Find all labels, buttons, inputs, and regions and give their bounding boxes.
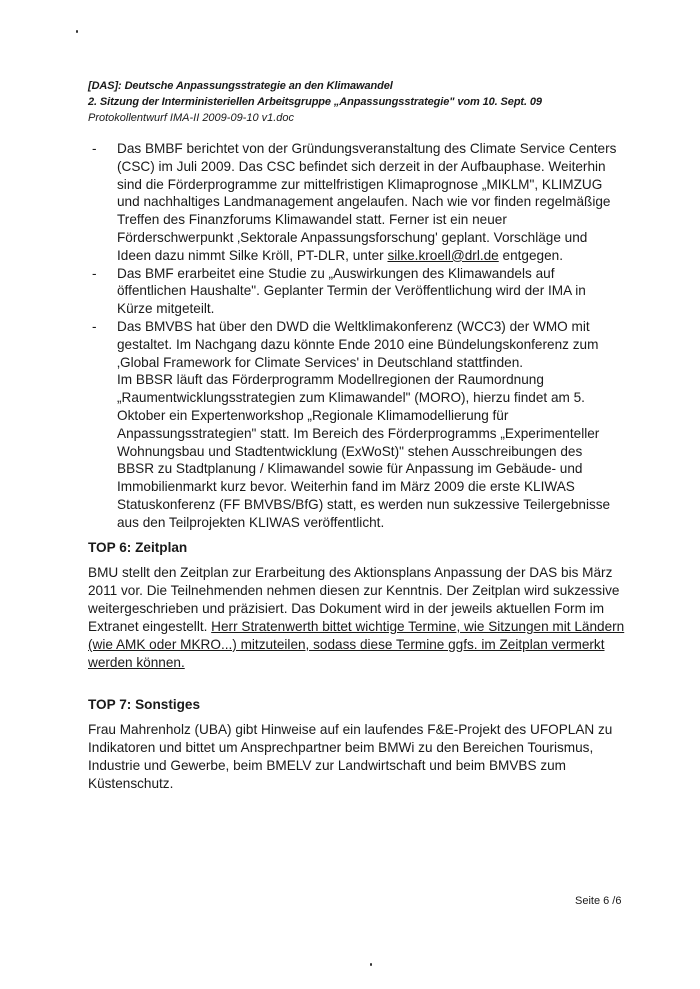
list-item [92, 318, 622, 532]
list-item [92, 265, 622, 318]
scan-speck [370, 963, 372, 966]
bullet-text-continued: Im BBSR läuft das Förderprogramm Modellregionen der Raumordnung „Raumentwicklungsstrategien zum Klimawandel" (MORO), hierzu findet am 5. Oktober ein Expertenworkshop „Regionale Klimamodellierung für Anpassungsstrategien" statt. Im Bereich des Förderprogramms „Experimenteller Wohnungsbau und Stadtentwicklung (ExWoSt)" stehen Ausschreibungen des BBSR zu Stadtplanung / Klimawandel sowie für Anpassung im Gebäude- und Immobilienmarkt kurz bevor. Weiterhin fand im März 2009 die erste KLIWAS Statuskonferenz (FF BMVBS/BfG) statt, es werden nun sukzessive Teilergebnisse aus den Teilprojekten KLIWAS veröffentlicht. [117, 372, 611, 530]
top6-paragraph [88, 564, 633, 672]
bullet-text-part: entgegen. [498, 247, 564, 263]
bullet-dash: - [92, 141, 97, 156]
page-number: Seite 6 /6 [575, 895, 622, 907]
bullet-text: Das BMVBS hat über den DWD die Weltklimakonferenz (WCC3) der WMO mit gestaltet. Im Nachgang dazu könnte Ende 2010 eine Bündelungskonferenz zum ‚Global Framework for Climate Services' in Deutschland stattfinden. [117, 318, 599, 370]
top6-heading: TOP 6: Zeitplan [88, 540, 188, 555]
top7-paragraph: Frau Mahrenholz (UBA) gibt Hinweise auf ein laufendes F&E-Projekt des UFOPLAN zu Indikatoren und bittet um Ansprechpartner beim BMWi zu den Bereichen Tourismus, Industrie und Gewerbe, beim BMELV zur Landwirtschaft und beim BMVBS zum Küstenschutz. [88, 722, 613, 791]
bullet-text [117, 140, 622, 265]
bullet-dash: - [92, 318, 97, 334]
header-title: [DAS]: Deutsche Anpassungsstrategie an den Klimawandel [88, 80, 393, 92]
top7-heading: TOP 7: Sonstiges [88, 697, 201, 712]
list-item [92, 140, 622, 265]
header-meeting: 2. Sitzung der Interministeriellen Arbeitsgruppe „Anpassungsstrategie" vom 10. Sept. 09 [88, 96, 542, 108]
email-link[interactable]: silke.kroell@drl.de [387, 247, 499, 263]
bullet-dash: - [92, 265, 97, 281]
header-filename: Protokollentwurf IMA-II 2009-09-10 v1.doc [88, 112, 295, 124]
top6-text: BMU stellt den Zeitplan zur Erarbeitung des Aktionsplans Anpassung der DAS bis März 2011 vor. Die Teilnehmenden nehmen diesen zur Kenntnis. Der Zeitplan wird sukzessive weitergeschrieben und präzisiert. Das Dokument wird in der jeweils aktuellen Form im Extranet eingestellt. [88, 565, 620, 634]
bullet-list [92, 140, 622, 532]
scan-speck [76, 30, 78, 33]
document-header [88, 78, 648, 126]
bullet-text-part: Das BMBF berichtet von der Gründungsveranstaltung des Climate Service Centers (CSC) im Juli 2009. Das CSC befindet sich derzeit in der Aufbauphase. Weiterhin sind die Förderprogramme zur mittelfristigen Klimaprognose „MIKLM", KLIMZUG und nachhaltiges Landmanagement angelaufen. Nach wie vor finden regelmäßige Treffen des Finanzforums Klimawandel statt. Ferner ist ein neuer Förderschwerpunkt ‚Sektorale Anpassungsforschung' geplant. Vorschläge und Ideen dazu nimmt Silke Kröll, PT-DLR, unter [117, 141, 617, 263]
bullet-text: Das BMF erarbeitet eine Studie zu „Auswirkungen des Klimawandels auf öffentlichen Haushalte". Geplanter Termin der Veröffentlichung wird der IMA in Kürze mitgeteilt. [117, 265, 586, 317]
top6-underlined-text: Herr Stratenwerth bittet wichtige Termine, wie Sitzungen mit Ländern (wie AMK oder MKRO...) mitzuteilen, sodass diese Termine ggfs. im Zeitplan vermerkt werden können. [88, 619, 625, 670]
